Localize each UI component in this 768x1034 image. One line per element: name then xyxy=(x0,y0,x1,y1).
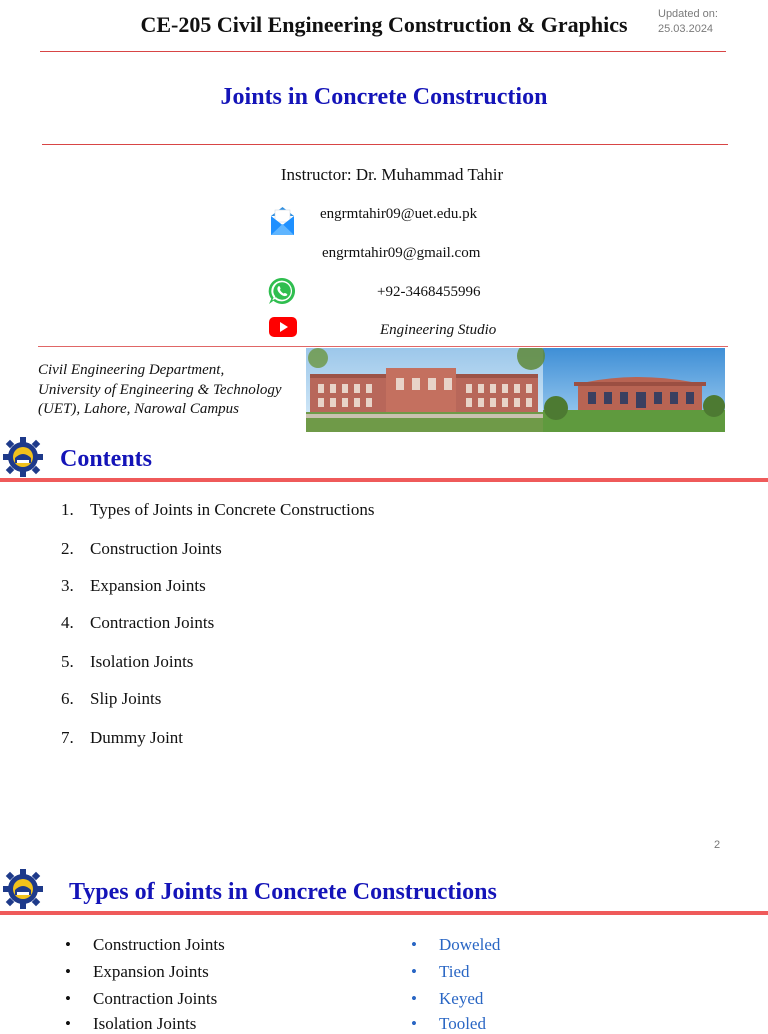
email-uet[interactable]: engrmtahir09@uet.edu.pk xyxy=(320,206,478,222)
toc-number: 5. xyxy=(61,652,74,671)
toc-item xyxy=(61,576,206,596)
university-gear-logo-icon xyxy=(1,436,45,478)
department-line-3: (UET), Lahore, Narowal Campus xyxy=(38,401,239,417)
list-item xyxy=(411,989,484,1009)
toc-text: Isolation Joints xyxy=(90,652,194,671)
toc-number: 4. xyxy=(61,613,74,632)
department-address xyxy=(38,361,282,420)
youtube-channel[interactable]: Engineering Studio xyxy=(380,322,497,338)
updated-label: Updated on: xyxy=(658,8,718,20)
contents-title: Contents xyxy=(60,446,153,472)
bullet-dot: • xyxy=(65,935,71,954)
toc-number: 1. xyxy=(61,500,74,519)
instructor-name: Instructor: Dr. Muhammad Tahir xyxy=(280,165,504,184)
lecture-title: Joints in Concrete Construction xyxy=(220,84,548,110)
bullet-text: Expansion Joints xyxy=(93,962,209,981)
list-item xyxy=(65,989,218,1009)
updated-value: 25.03.2024 xyxy=(658,23,714,35)
bullet-dot: • xyxy=(65,989,71,1008)
bullet-dot: • xyxy=(65,962,71,981)
toc-text: Contraction Joints xyxy=(90,613,215,632)
phone-number[interactable]: +92-3468455996 xyxy=(377,284,481,300)
toc-number: 7. xyxy=(61,728,74,747)
toc-text: Construction Joints xyxy=(90,539,222,558)
list-item xyxy=(411,1014,486,1034)
types-divider xyxy=(0,911,768,915)
bullet-dot: • xyxy=(411,1014,417,1033)
list-item xyxy=(411,935,501,955)
toc-text: Types of Joints in Concrete Constructions xyxy=(90,500,375,519)
page-number: 2 xyxy=(714,839,721,851)
envelope-icon xyxy=(270,205,295,236)
bullet-text: Isolation Joints xyxy=(93,1014,197,1033)
university-gear-logo-icon xyxy=(1,868,45,910)
header-divider xyxy=(40,51,726,52)
toc-text: Slip Joints xyxy=(90,689,162,708)
bullet-dot: • xyxy=(411,935,417,954)
types-title: Types of Joints in Concrete Constructions xyxy=(69,879,497,905)
toc-item xyxy=(61,539,222,559)
department-line-2: University of Engineering & Technology xyxy=(38,381,282,398)
toc-item xyxy=(61,500,374,520)
bullet-dot: • xyxy=(65,1014,71,1033)
bullet-text: Keyed xyxy=(439,989,484,1008)
toc-number: 3. xyxy=(61,576,74,595)
bullet-text: Doweled xyxy=(439,935,501,954)
bullet-dot: • xyxy=(411,962,417,981)
list-item xyxy=(65,1014,197,1034)
toc-item xyxy=(61,613,214,633)
bullet-dot: • xyxy=(411,989,417,1008)
toc-text: Dummy Joint xyxy=(90,728,184,747)
toc-number: 2. xyxy=(61,539,74,558)
department-line-1: Civil Engineering Department, xyxy=(38,362,225,378)
toc-item xyxy=(61,728,183,748)
whatsapp-icon xyxy=(267,276,297,306)
contact-divider xyxy=(38,346,728,347)
toc-text: Expansion Joints xyxy=(90,576,206,595)
bullet-text: Tied xyxy=(439,962,470,981)
bullet-text: Tooled xyxy=(439,1014,486,1033)
list-item xyxy=(65,935,225,955)
course-title: CE-205 Civil Engineering Construction & Graphics xyxy=(140,12,628,37)
bullet-text: Contraction Joints xyxy=(93,989,218,1008)
toc-number: 6. xyxy=(61,689,74,708)
toc-item xyxy=(61,689,161,709)
contents-divider xyxy=(0,478,768,482)
updated-date xyxy=(658,7,718,37)
toc-item xyxy=(61,652,193,672)
bullet-text: Construction Joints xyxy=(93,935,225,954)
email-gmail[interactable]: engrmtahir09@gmail.com xyxy=(322,245,481,261)
list-item xyxy=(411,962,470,982)
youtube-icon xyxy=(268,316,298,338)
title-divider xyxy=(42,144,728,145)
campus-photo xyxy=(306,348,725,432)
list-item xyxy=(65,962,209,982)
